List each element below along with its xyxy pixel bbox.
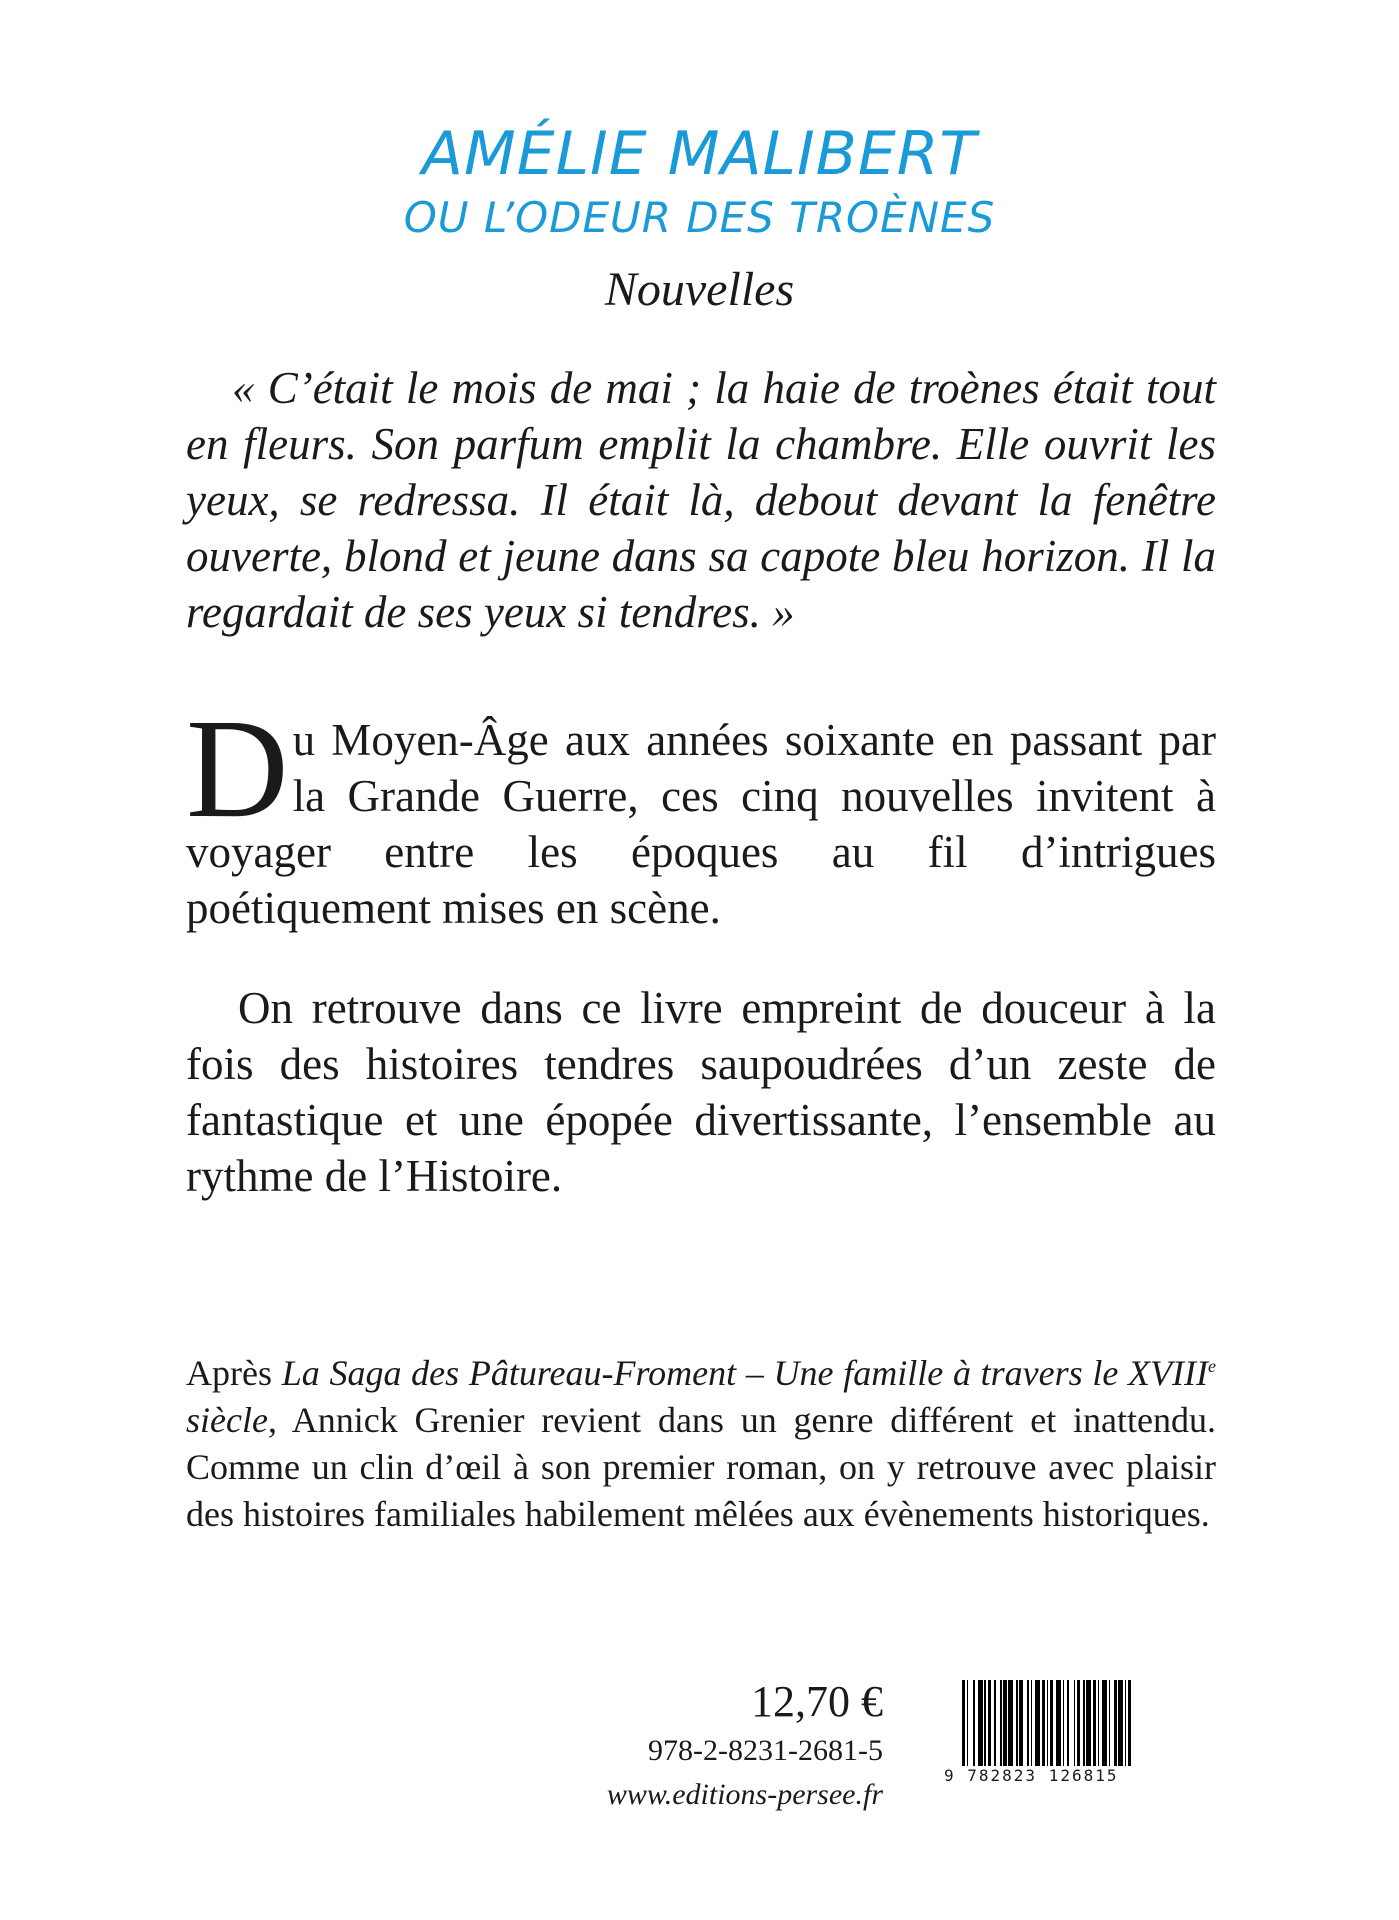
barcode-digits: 9 782823 126815 [944, 1766, 1119, 1785]
author-paragraph [186, 1350, 1216, 1538]
publication-info [607, 1675, 883, 1817]
author-text: , Annick Grenier revient dans un genre différent et inattendu. Comme un clin d’œil à son premier roman, on y retrouve avec plaisir des histoires familiales habilement mêlées aux évènements historiques. [186, 1400, 1216, 1534]
isbn: 978-2-8231-2681-5 [648, 1734, 883, 1767]
publisher-website: www.editions-persee.fr [606, 1778, 883, 1811]
genre-label: Nouvelles [604, 263, 795, 316]
summary-paragraph-2: On retrouve dans ce livre empreint de douceur à la fois des histoires tendres saupoudrées d’un zeste de fantastique et une épopée divertissante, l’ensemble au rythme de l’Histoire. [186, 983, 1216, 1201]
previous-book-title: La Saga des Pâtureau-Froment – Une famille à travers le XVIIIe siècle [186, 1353, 1216, 1440]
barcode-bars [962, 1680, 1204, 1766]
price: 12,70 € [751, 1677, 883, 1726]
title-block [0, 118, 1399, 320]
author-lead: Après [186, 1353, 282, 1393]
summary-paragraph-1-text: u Moyen-Âge aux années soixante en passant par la Grande Guerre, ces cinq nouvelles invitent à voyager entre les époques au fil d’intrigues poétiquement mises en scène. [186, 715, 1216, 933]
summary-paragraph-1 [186, 689, 1216, 936]
book-title: AMÉLIE MALIBERT [421, 119, 978, 189]
barcode-bar [1128, 1680, 1131, 1766]
barcode [944, 1680, 1204, 1790]
excerpt-quote: « C’était le mois de mai ; la haie de troènes était tout en fleurs. Son parfum emplit la chambre. Elle ouvrit les yeux, se redressa. Il était là, debout devant la fenêtre ouverte, blond et jeune dans sa capote bleu horizon. Il la regardait de ses yeux si tendres. » [186, 363, 1216, 637]
drop-cap: D [186, 689, 289, 847]
book-subtitle: OU L’ODEUR DES TROÈNES [403, 193, 996, 242]
